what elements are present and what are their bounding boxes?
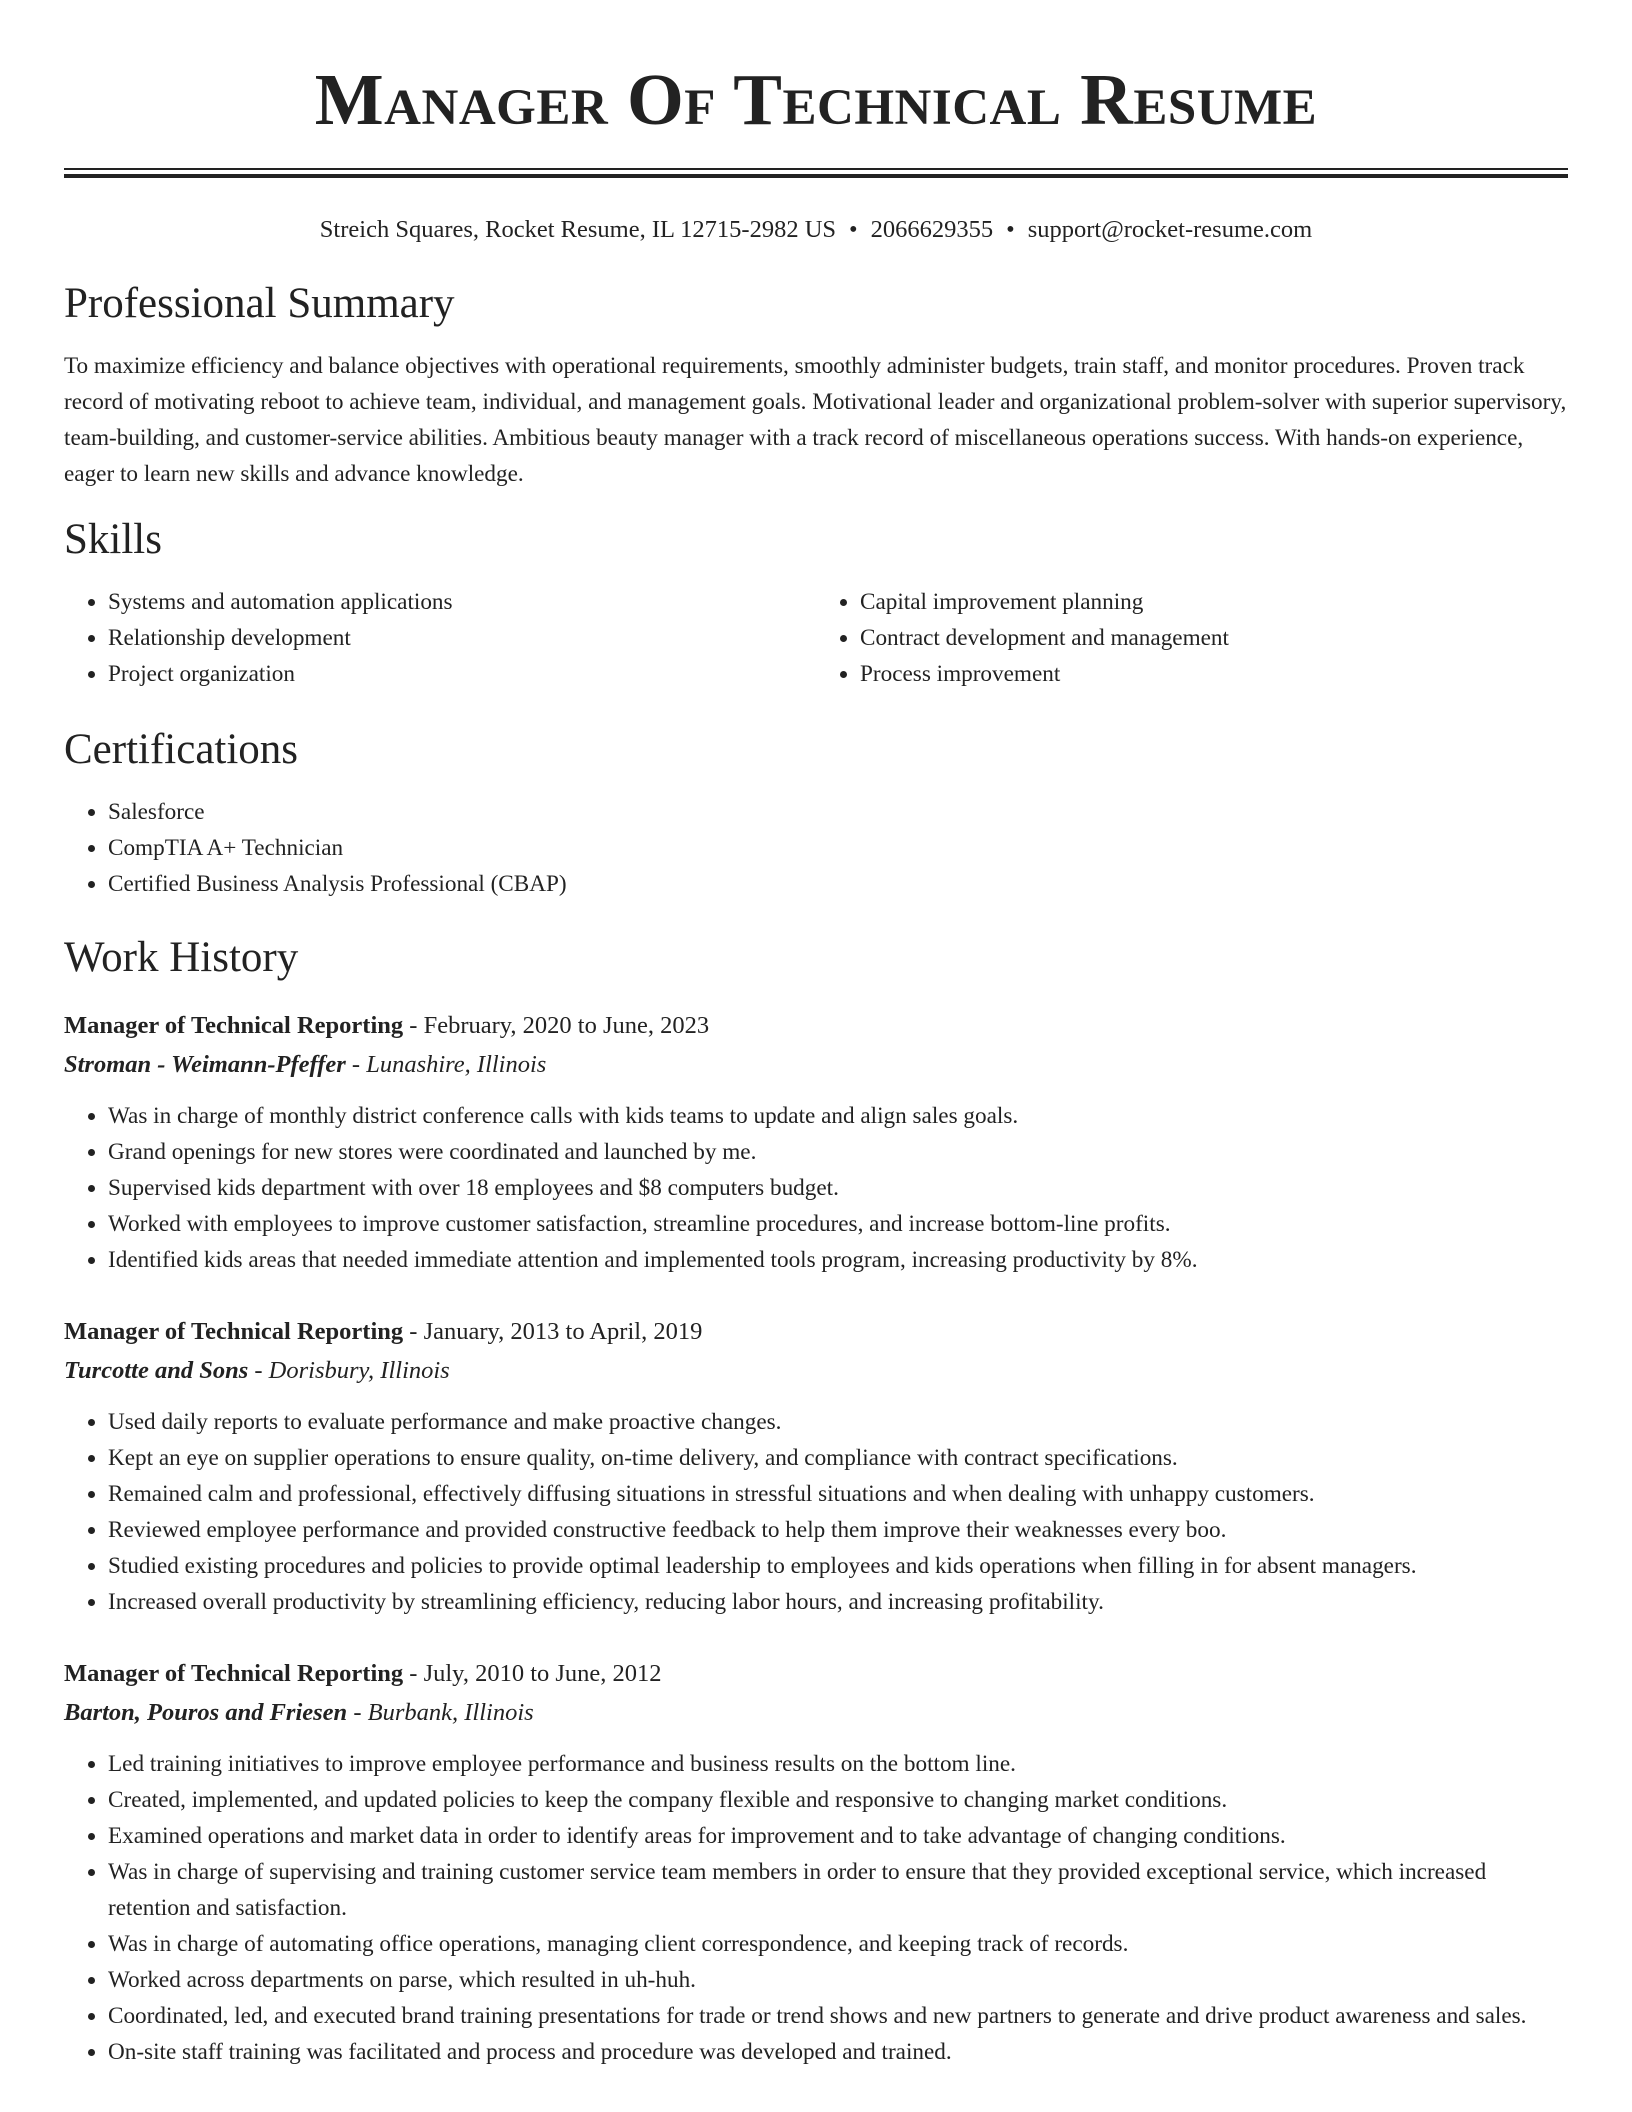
skill-item: • Systems and automation applications: [108, 584, 816, 620]
job-bullet: • Increased overall productivity by streamlining efficiency, reducing labor hours, and increasing profitability.: [108, 1584, 1568, 1620]
job-company-line: [64, 1693, 1568, 1732]
job-title: Manager of Technical Reporting: [64, 1012, 404, 1039]
skills-list-right: [816, 584, 1568, 692]
job-bullet: • Worked with employees to improve customer satisfaction, streamline procedures, and increase bottom-line profits.: [108, 1206, 1568, 1242]
document-title: Manager Of Technical Resume: [314, 59, 1318, 140]
skill-item: • Project organization: [108, 656, 816, 692]
job-title: Manager of Technical Reporting: [64, 1660, 404, 1687]
contact-line: [64, 214, 1568, 246]
job-dates: July, 2010 to June, 2012: [423, 1660, 662, 1687]
job-location: Burbank, Illinois: [367, 1699, 534, 1726]
contact-separator: •: [849, 216, 858, 243]
job-title-line: [64, 1312, 1568, 1351]
job-bullet: • Led training initiatives to improve employee performance and business results on the bottom line.: [108, 1746, 1568, 1782]
job-company-line: [64, 1045, 1568, 1084]
job-bullet: • Grand openings for new stores were coordinated and launched by me.: [108, 1134, 1568, 1170]
job-dash: -: [403, 1660, 424, 1687]
contact-phone: 2066629355: [870, 216, 994, 243]
contact-address: Streich Squares, Rocket Resume, IL 12715-2982 US: [319, 216, 837, 243]
certifications-list: [64, 794, 1568, 902]
skills-column-left: [64, 584, 816, 692]
job-bullets: [64, 1098, 1568, 1278]
job-title: Manager of Technical Reporting: [64, 1318, 404, 1345]
contact-email: support@rocket-resume.com: [1027, 216, 1313, 243]
summary-text: To maximize efficiency and balance objectives with operational requirements, smoothly administer budgets, train staff, and monitor procedures. Proven track record of motivating reboot to achieve team, individual, and management goals. Motivational leader and organizational problem-solver with superior supervisory, team-building, and customer-service abilities. Ambitious beauty manager with a track record of miscellaneous operations success. With hands-on experience, eager to learn new skills and advance knowledge.: [64, 353, 1567, 487]
job-dash: -: [403, 1318, 424, 1345]
job-bullet: • Identified kids areas that needed immediate attention and implemented tools program, increasing productivity by 8%.: [108, 1242, 1568, 1278]
job-bullets: [64, 1746, 1568, 2070]
job-title-line: [64, 1654, 1568, 1693]
job-dash: -: [403, 1012, 424, 1039]
certification-item: • Certified Business Analysis Professional (CBAP): [108, 866, 1568, 902]
job-bullet: • Examined operations and market data in order to identify areas for improvement and to take advantage of changing conditions.: [108, 1818, 1568, 1854]
job-bullet: • Used daily reports to evaluate performance and make proactive changes.: [108, 1404, 1568, 1440]
skill-item: • Relationship development: [108, 620, 816, 656]
skill-item: • Capital improvement planning: [860, 584, 1568, 620]
job-entry: [64, 1654, 1568, 2070]
job-bullet: • Supervised kids department with over 18 employees and $8 computers budget.: [108, 1170, 1568, 1206]
certification-item: • Salesforce: [108, 794, 1568, 830]
skill-item: • Contract development and management: [860, 620, 1568, 656]
certification-item: • CompTIA A+ Technician: [108, 830, 1568, 866]
job-bullet: • Created, implemented, and updated policies to keep the company flexible and responsive to changing market conditions.: [108, 1782, 1568, 1818]
job-bullet: • Was in charge of supervising and training customer service team members in order to ensure that they provided exceptional service, which increased retention and satisfaction.: [108, 1854, 1568, 1926]
job-dates: February, 2020 to June, 2023: [423, 1012, 710, 1039]
job-bullets: [64, 1404, 1568, 1620]
job-bullet: • Worked across departments on parse, which resulted in uh-huh.: [108, 1962, 1568, 1998]
job-entry: [64, 1312, 1568, 1620]
job-bullet: • On-site staff training was facilitated and process and procedure was developed and trained.: [108, 2034, 1568, 2070]
work-history-heading: Work History: [64, 934, 299, 981]
job-bullet: • Kept an eye on supplier operations to ensure quality, on-time delivery, and compliance with contract specifications.: [108, 1440, 1568, 1476]
job-company: Turcotte and Sons: [64, 1357, 249, 1384]
job-title-line: [64, 1006, 1568, 1045]
summary-heading: Professional Summary: [64, 280, 455, 327]
job-entry: [64, 1006, 1568, 1278]
job-bullet: • Reviewed employee performance and provided constructive feedback to help them improve their weaknesses every boo.: [108, 1512, 1568, 1548]
contact-separator: •: [1006, 216, 1015, 243]
job-dash: -: [347, 1699, 368, 1726]
skills-list-left: [64, 584, 816, 692]
skills-heading: Skills: [64, 516, 162, 563]
job-company-line: [64, 1351, 1568, 1390]
job-bullet: • Remained calm and professional, effectively diffusing situations in stressful situations and when dealing with unhappy customers.: [108, 1476, 1568, 1512]
skills-grid: [64, 584, 1568, 692]
skills-column-right: [816, 584, 1568, 692]
job-company: Stroman - Weimann-Pfeffer: [64, 1051, 346, 1078]
job-location: Lunashire, Illinois: [366, 1051, 547, 1078]
job-company: Barton, Pouros and Friesen: [64, 1699, 348, 1726]
job-bullet: • Was in charge of monthly district conference calls with kids teams to update and align sales goals.: [108, 1098, 1568, 1134]
job-bullet: • Was in charge of automating office operations, managing client correspondence, and keeping track of records.: [108, 1926, 1568, 1962]
job-bullet: • Studied existing procedures and policies to provide optimal leadership to employees and kids operations when filling in for absent managers.: [108, 1548, 1568, 1584]
job-dates: January, 2013 to April, 2019: [423, 1318, 703, 1345]
certifications-heading: Certifications: [64, 726, 299, 773]
job-bullet: • Coordinated, led, and executed brand training presentations for trade or trend shows and new partners to generate and drive product awareness and sales.: [108, 1998, 1568, 2034]
skill-item: • Process improvement: [860, 656, 1568, 692]
title-divider: [64, 168, 1568, 178]
job-dash: -: [248, 1357, 269, 1384]
job-dash: -: [345, 1051, 367, 1078]
job-location: Dorisbury, Illinois: [268, 1357, 450, 1384]
